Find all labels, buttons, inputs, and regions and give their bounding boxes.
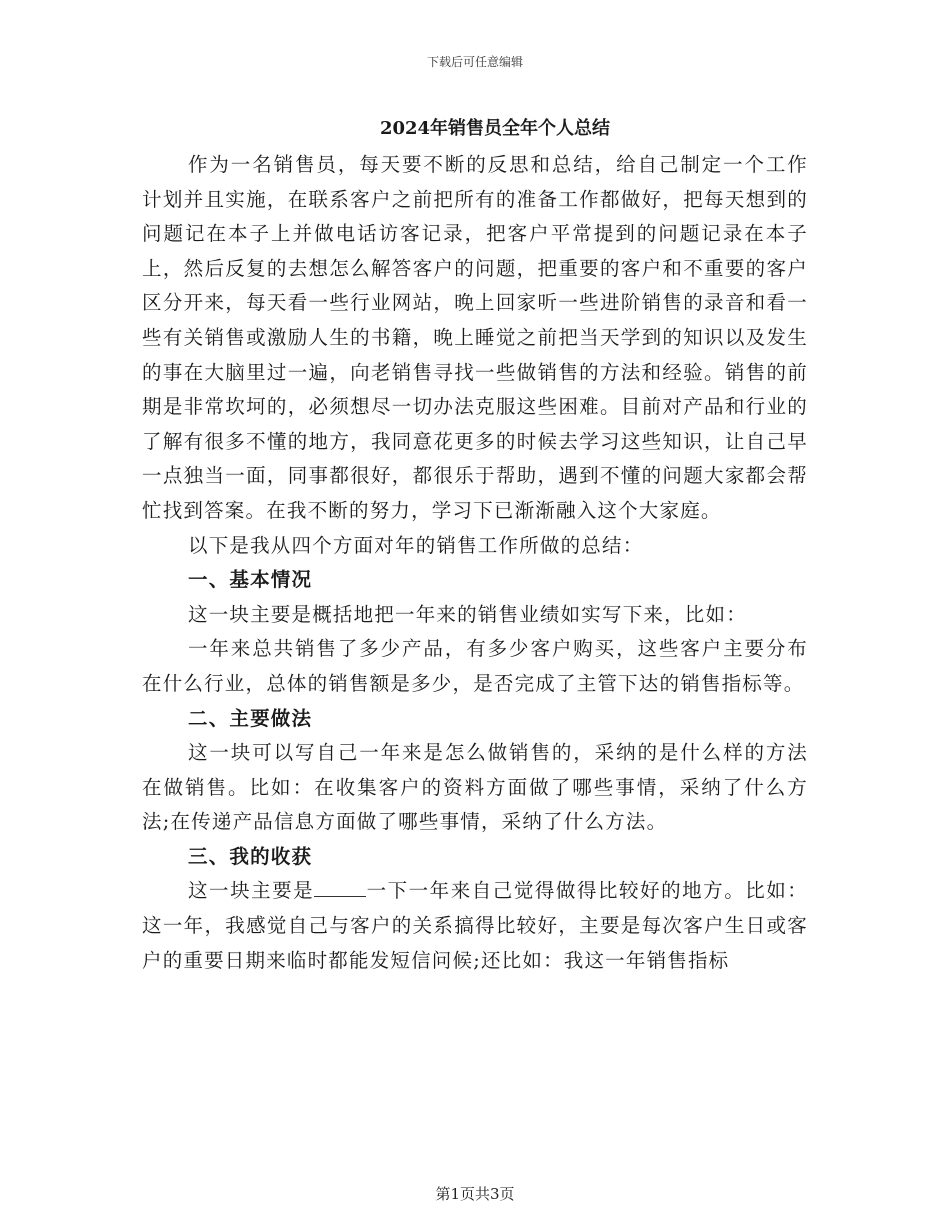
paragraph-text-before-blank: 这一块主要是 xyxy=(188,879,315,903)
section-paragraph: 这一块可以写自己一年来是怎么做销售的，采纳的是什么样的方法在做销售。比如：在收集客户的资料方面做了哪些事情，采纳了什么方法;在传递产品信息方面做了哪些事情，采纳了什么方法。 xyxy=(142,741,808,834)
fill-in-blank xyxy=(314,878,366,897)
document-title: 2024年销售员全年个人总结 xyxy=(379,118,611,139)
page-header: 下载后可任意编辑 xyxy=(426,55,523,69)
section-heading-methods: 二、主要做法 xyxy=(188,706,313,730)
document-body xyxy=(142,148,808,978)
lead-paragraph: 以下是我从四个方面对年的销售工作所做的总结： xyxy=(188,533,644,557)
intro-paragraph: 作为一名销售员，每天要不断的反思和总结，给自己制定一个工作计划并且实施，在联系客户之前把所有的准备工作都做好，把每天想到的问题记在本子上并做电话访客记录，把客户平常提到的问题记录在本子上，然后反复的去想怎么解答客户的问题，把重要的客户和不重要的客户区分开来，每天看一些行业网站，晚上回家听一些进阶销售的录音和看一些有关销售或激励人生的书籍，晚上睡觉之前把当天学到的知识以及发生的事在大脑里过一遍，向老销售寻找一些做销售的方法和经验。销售的前期是非常坎坷的，必须想尽一切办法克服这些困难。目前对产品和行业的了解有很多不懂的地方，我同意花更多的时候去学习这些知识，让自己早一点独当一面，同事都很好，都很乐于帮助，遇到不懂的问题大家都会帮忙找到答案。在我不断的努力，学习下已渐渐融入这个大家庭。 xyxy=(142,153,808,522)
section-paragraph: 这一块主要是概括地把一年来的销售业绩如实写下来，比如： xyxy=(188,602,747,626)
page-footer: 第1页共3页 xyxy=(435,1185,515,1203)
section-heading-gains: 三、我的收获 xyxy=(188,844,313,868)
section-paragraph xyxy=(142,874,808,978)
paragraph-text-after-blank: 一下一年来自己觉得做得比较好的地方。比如：这一年，我感觉自己与客户的关系搞得比较好，主要是每次客户生日或客户的重要日期来临时都能发短信问候;还比如：我这一年销售指标 xyxy=(142,879,809,972)
section-heading-basic: 一、基本情况 xyxy=(188,568,313,592)
section-paragraph: 一年来总共销售了多少产品，有多少客户购买，这些客户主要分布在什么行业，总体的销售额是多少，是否完成了主管下达的销售指标等。 xyxy=(142,637,808,695)
